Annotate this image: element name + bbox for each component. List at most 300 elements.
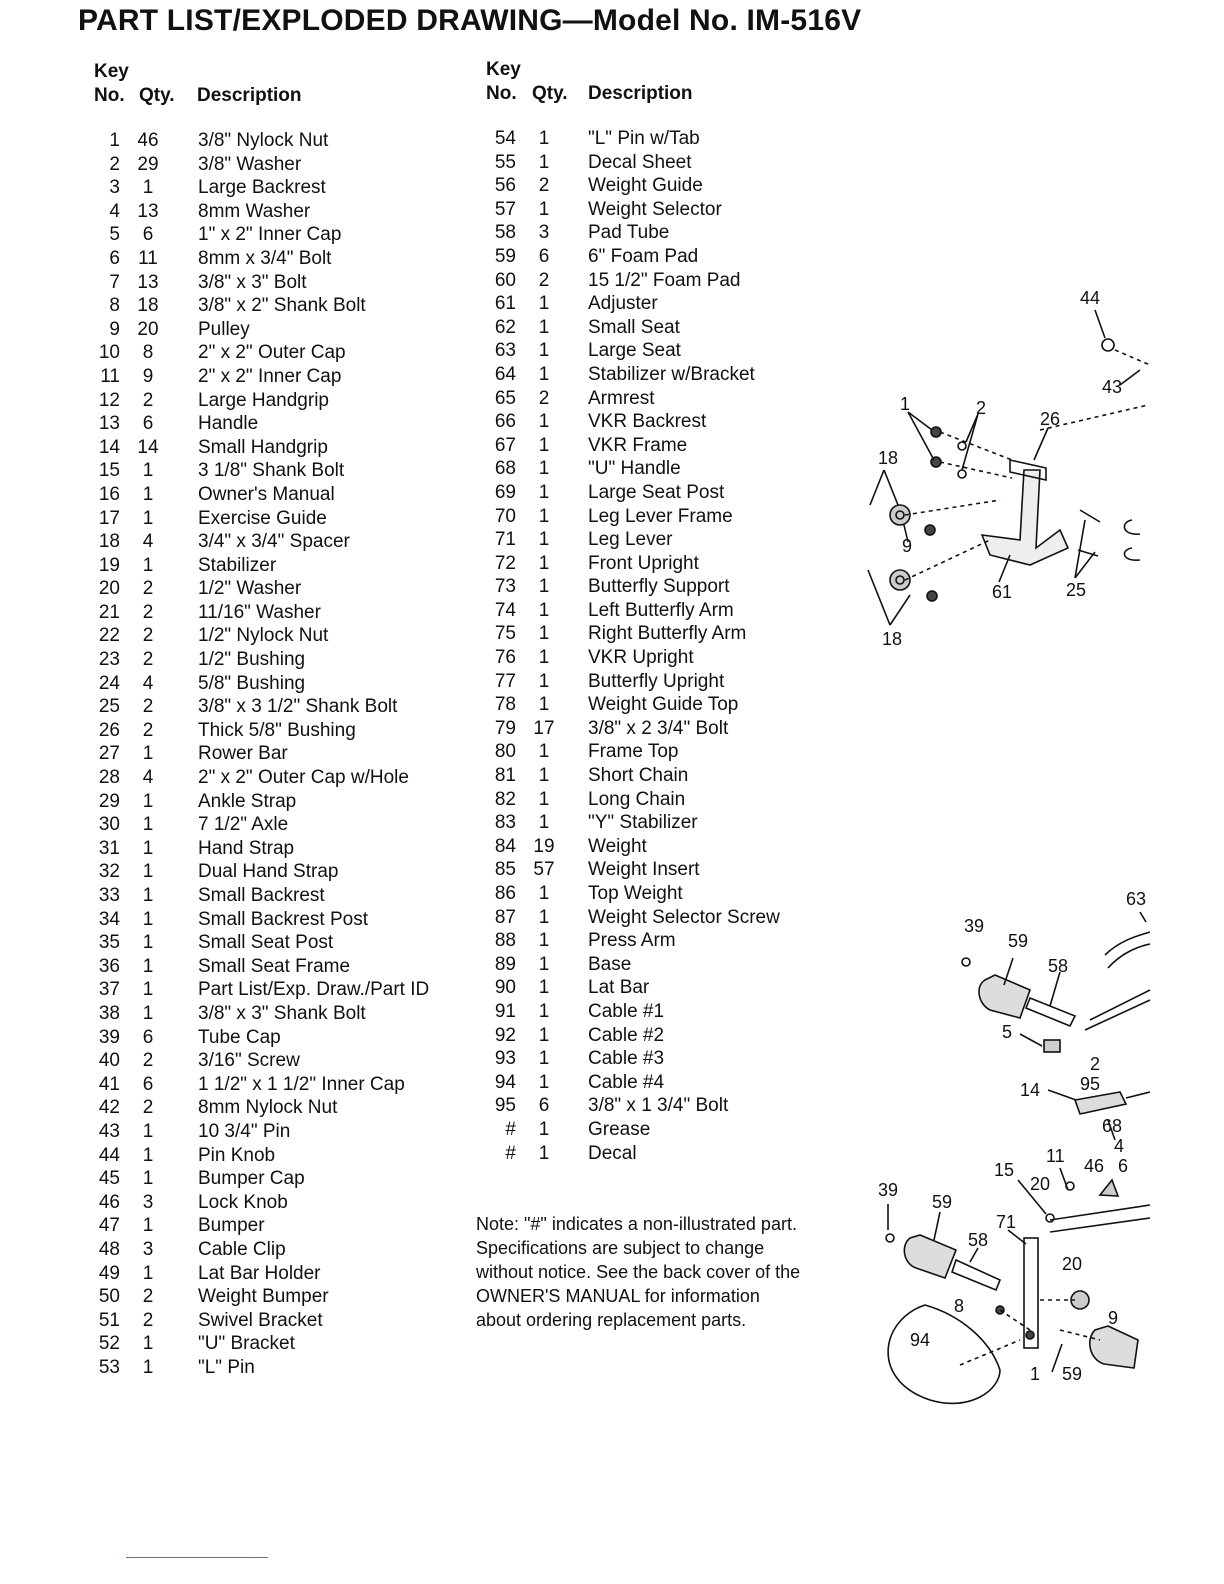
part-key: 29 — [98, 790, 120, 812]
part-qty: 1 — [538, 694, 550, 716]
part-description: "U" Bracket — [198, 1333, 295, 1355]
part-description: Adjuster — [588, 293, 658, 315]
part-description: Tube Cap — [198, 1026, 281, 1048]
part-qty: 1 — [538, 1000, 550, 1022]
part-qty: 1 — [538, 1048, 550, 1070]
callout-label: 68 — [1102, 1116, 1123, 1136]
part-key: 54 — [494, 128, 516, 149]
part-qty: 9 — [142, 365, 154, 387]
key-header-top: Key — [94, 61, 129, 82]
part-qty: 4 — [142, 672, 154, 694]
callout-label: 39 — [964, 916, 985, 936]
part-key: 69 — [494, 481, 516, 503]
part-qty: 3 — [142, 1238, 154, 1260]
part-description: Right Butterfly Arm — [588, 623, 747, 645]
part-key: 68 — [494, 458, 516, 480]
part-key: 50 — [98, 1286, 120, 1308]
callout-label: 2 — [976, 398, 987, 418]
part-description: 3/4" x 3/4" Spacer — [198, 531, 350, 553]
part-key: 42 — [98, 1097, 120, 1119]
part-qty: 8 — [142, 342, 154, 364]
part-key: 58 — [494, 222, 516, 244]
callout-label: 58 — [1048, 956, 1069, 976]
part-key: 82 — [494, 788, 516, 810]
part-qty: 1 — [538, 128, 550, 149]
part-key: 32 — [98, 861, 120, 883]
shank-bolt — [1078, 510, 1100, 556]
part-qty: 1 — [538, 529, 550, 551]
part-qty: 1 — [538, 883, 550, 904]
part-key: 35 — [98, 932, 120, 954]
part-description: Short Chain — [588, 765, 689, 787]
part-description: Weight Insert — [588, 859, 700, 881]
part-description: Weight Selector Screw — [588, 906, 780, 928]
part-qty: 1 — [538, 930, 550, 952]
part-key: 51 — [98, 1309, 120, 1331]
part-description: 3/8" x 3" Shank Bolt — [198, 1002, 366, 1024]
part-description: Lat Bar Holder — [198, 1262, 321, 1284]
callout-label: 20 — [1030, 1174, 1051, 1194]
part-qty: 2 — [538, 387, 550, 409]
part-key: 48 — [98, 1238, 120, 1260]
part-description: Weight Guide — [588, 175, 703, 197]
part-description: 3/8" x 1 3/4" Bolt — [588, 1095, 729, 1117]
part-description: Front Upright — [588, 552, 699, 574]
part-description: 1/2" Nylock Nut — [198, 625, 329, 647]
note-line: about ordering replacement parts. — [476, 1310, 747, 1330]
part-description: 1 1/2" x 1 1/2" Inner Cap — [198, 1073, 405, 1095]
part-qty: 1 — [142, 885, 154, 906]
qty-header: Qty. — [139, 85, 175, 106]
part-description: 3/8" x 2" Shank Bolt — [198, 295, 366, 317]
callout-label: 6 — [1118, 1156, 1129, 1176]
callout-label: 9 — [902, 536, 913, 556]
callout-label: 39 — [878, 1180, 899, 1200]
part-key: 30 — [98, 814, 120, 836]
part-qty: 1 — [142, 1144, 154, 1166]
part-qty: 1 — [142, 483, 154, 505]
part-description: Weight Bumper — [198, 1286, 329, 1308]
pin-knob — [1102, 339, 1114, 351]
part-key: 61 — [494, 293, 516, 315]
part-description: Small Backrest Post — [198, 908, 368, 930]
part-description: Hand Strap — [198, 837, 295, 859]
part-description: Cable #1 — [588, 1000, 665, 1022]
part-key: 63 — [494, 340, 516, 362]
part-qty: 6 — [142, 1026, 154, 1048]
part-key: 17 — [98, 507, 120, 529]
callout-label: 18 — [882, 629, 903, 649]
part-qty: 6 — [538, 1095, 550, 1117]
part-qty: 1 — [538, 363, 550, 385]
part-key: 15 — [98, 460, 120, 482]
part-description: Large Backrest — [198, 177, 326, 199]
part-key: 39 — [98, 1026, 120, 1048]
part-key: 92 — [494, 1024, 516, 1046]
part-description: Small Seat Post — [198, 932, 334, 954]
note-line: Note: "#" indicates a non-illustrated part. — [476, 1214, 797, 1234]
washer — [958, 470, 966, 478]
part-qty: 6 — [142, 224, 154, 246]
part-key: 7 — [109, 271, 120, 293]
part-description: Decal — [588, 1142, 637, 1164]
part-key: 9 — [109, 318, 120, 340]
part-key: # — [505, 1118, 516, 1140]
part-key: 89 — [494, 953, 516, 975]
part-qty: 1 — [142, 908, 154, 930]
part-key: 36 — [98, 955, 120, 977]
part-key: 2 — [109, 153, 120, 175]
part-qty: 2 — [538, 175, 550, 197]
part-description: 7 1/2" Axle — [198, 814, 289, 836]
part-description: Thick 5/8" Bushing — [198, 719, 356, 741]
part-key: 3 — [109, 177, 120, 199]
part-description: Weight Selector — [588, 198, 722, 220]
part-key: 14 — [98, 436, 120, 458]
part-key: 74 — [494, 599, 516, 621]
part-key: 57 — [494, 198, 516, 220]
part-description: 1/2" Bushing — [198, 649, 306, 671]
key-header-bottom: No. — [94, 85, 125, 106]
part-key: 55 — [494, 151, 516, 173]
part-description: 2" x 2" Inner Cap — [198, 365, 342, 387]
part-key: 94 — [494, 1071, 516, 1093]
part-description: Press Arm — [588, 930, 676, 952]
part-qty: 6 — [142, 1073, 154, 1095]
callout-label: 20 — [1062, 1254, 1083, 1274]
part-description: 2" x 2" Outer Cap — [198, 342, 346, 364]
part-description: Lat Bar — [588, 977, 650, 999]
part-qty: 1 — [538, 151, 550, 173]
note-line: OWNER'S MANUAL for information — [476, 1286, 760, 1306]
foam-pad — [904, 1235, 956, 1278]
part-description: "L" Pin w/Tab — [588, 128, 700, 149]
part-description: Stabilizer w/Bracket — [588, 363, 755, 385]
part-key: 12 — [98, 389, 120, 411]
part-qty: 1 — [142, 507, 154, 529]
part-description: Frame Top — [588, 741, 679, 763]
callout-label: 58 — [968, 1230, 989, 1250]
part-key: 6 — [109, 247, 120, 269]
part-key: 78 — [494, 694, 516, 716]
part-description: 3 1/8" Shank Bolt — [198, 460, 345, 482]
callout-label: 26 — [1040, 409, 1061, 429]
note-line: without notice. See the back cover of the — [476, 1262, 801, 1282]
frame-bar — [1050, 1205, 1150, 1232]
qty-header: Qty. — [532, 83, 568, 104]
frame — [1085, 932, 1150, 1030]
cable — [888, 1305, 1000, 1403]
part-description: 8mm Nylock Nut — [198, 1097, 338, 1119]
part-qty: 1 — [538, 1142, 550, 1164]
part-description: 10 3/4" Pin — [198, 1120, 291, 1142]
part-qty: 1 — [538, 623, 550, 645]
part-description: VKR Backrest — [588, 411, 707, 433]
part-qty: 1 — [538, 812, 550, 834]
part-key: 21 — [98, 601, 120, 623]
part-qty: 1 — [538, 765, 550, 787]
part-qty: 1 — [538, 411, 550, 433]
part-description: Small Backrest — [198, 885, 325, 906]
part-qty: 1 — [142, 1002, 154, 1024]
callout-label: 59 — [1008, 931, 1029, 951]
callout-label: 15 — [994, 1160, 1015, 1180]
part-key: 90 — [494, 977, 516, 999]
nut — [925, 525, 935, 535]
part-key: 79 — [494, 717, 516, 739]
part-key: 46 — [98, 1191, 120, 1213]
part-key: 40 — [98, 1050, 120, 1072]
part-key: 1 — [109, 130, 120, 151]
part-qty: 1 — [538, 741, 550, 763]
nut — [927, 591, 937, 601]
part-qty: 1 — [538, 1118, 550, 1140]
part-qty: 1 — [538, 647, 550, 669]
lock-knob — [1100, 1180, 1118, 1196]
part-key: 38 — [98, 1002, 120, 1024]
part-description: 2" x 2" Outer Cap w/Hole — [198, 767, 409, 789]
callout-label: 8 — [954, 1296, 965, 1316]
part-description: Ankle Strap — [198, 790, 297, 812]
part-description: Leg Lever — [588, 529, 673, 551]
part-qty: 2 — [142, 719, 154, 741]
part-key: 26 — [98, 719, 120, 741]
part-qty: 2 — [142, 649, 154, 671]
part-description: "Y" Stabilizer — [588, 812, 698, 834]
part-description: 15 1/2" Foam Pad — [588, 269, 741, 291]
part-qty: 2 — [142, 1286, 154, 1308]
part-description: Cable #3 — [588, 1048, 665, 1070]
part-description: Handle — [198, 413, 259, 435]
part-description: Leg Lever Frame — [588, 505, 733, 527]
part-description: Pulley — [198, 318, 250, 340]
part-description: Part List/Exp. Draw./Part ID — [198, 979, 430, 1001]
part-qty: 17 — [533, 717, 555, 739]
part-qty: 1 — [538, 316, 550, 338]
part-description: Decal Sheet — [588, 151, 692, 173]
part-qty: 1 — [538, 906, 550, 928]
part-description: "U" Handle — [588, 458, 681, 480]
part-key: 87 — [494, 906, 516, 928]
part-description: Long Chain — [588, 788, 686, 810]
part-qty: 1 — [142, 460, 154, 482]
part-key: 45 — [98, 1168, 120, 1190]
part-description: Owner's Manual — [198, 483, 335, 505]
part-qty: 1 — [142, 743, 154, 765]
part-qty: 1 — [142, 1120, 154, 1142]
callout-label: 61 — [992, 582, 1013, 602]
divider — [126, 1557, 268, 1558]
part-key: # — [505, 1142, 516, 1164]
part-key: 8 — [109, 295, 120, 317]
part-qty: 1 — [538, 1024, 550, 1046]
part-key: 62 — [494, 316, 516, 338]
part-key: 93 — [494, 1048, 516, 1070]
part-qty: 19 — [533, 835, 555, 857]
part-key: 77 — [494, 670, 516, 692]
description-header: Description — [197, 85, 302, 106]
callout-label: 1 — [1030, 1364, 1041, 1384]
part-key: 71 — [494, 529, 516, 551]
part-description: VKR Upright — [588, 647, 694, 669]
part-description: 3/8" Washer — [198, 153, 302, 175]
part-qty: 11 — [138, 247, 158, 269]
nut — [931, 427, 941, 437]
part-key: 43 — [98, 1120, 120, 1142]
part-key: 13 — [98, 413, 120, 435]
part-description: 1/2" Washer — [198, 578, 302, 600]
part-description: 3/8" Nylock Nut — [198, 130, 329, 151]
callout-label: 4 — [1114, 1136, 1125, 1156]
part-key: 27 — [98, 743, 120, 765]
part-qty: 1 — [142, 1215, 154, 1237]
part-qty: 1 — [538, 953, 550, 975]
part-qty: 1 — [142, 1168, 154, 1190]
part-qty: 1 — [538, 434, 550, 456]
part-qty: 1 — [538, 340, 550, 362]
part-qty: 2 — [538, 269, 550, 291]
part-key: 5 — [109, 224, 120, 246]
part-description: 6" Foam Pad — [588, 245, 699, 267]
part-description: Cable #4 — [588, 1071, 665, 1093]
part-key: 72 — [494, 552, 516, 574]
part-qty: 1 — [538, 599, 550, 621]
part-qty: 1 — [142, 554, 154, 576]
part-description: 11/16" Washer — [198, 601, 321, 623]
part-description: Rower Bar — [198, 743, 288, 765]
part-description: Large Seat Post — [588, 481, 725, 503]
part-qty: 6 — [538, 245, 550, 267]
part-qty: 1 — [142, 814, 154, 836]
part-description: Small Handgrip — [198, 436, 328, 458]
part-description: Pin Knob — [198, 1144, 276, 1166]
callout-label: 5 — [1002, 1022, 1013, 1042]
part-description: Small Seat — [588, 316, 680, 338]
part-key: 44 — [98, 1144, 120, 1166]
part-qty: 1 — [538, 293, 550, 315]
part-description: Lock Knob — [198, 1191, 288, 1213]
part-key: 20 — [98, 578, 120, 600]
part-qty: 1 — [538, 1071, 550, 1093]
page-title: PART LIST/EXPLODED DRAWING—Model No. IM-516V — [78, 4, 862, 37]
part-description: Cable Clip — [198, 1238, 286, 1260]
part-qty: 2 — [142, 601, 154, 623]
callout-label: 71 — [996, 1212, 1017, 1232]
key-header-bottom: No. — [486, 83, 517, 104]
part-key: 76 — [494, 647, 516, 669]
part-qty: 1 — [142, 1262, 154, 1284]
part-qty: 14 — [137, 436, 159, 458]
part-key: 83 — [494, 812, 516, 834]
part-key: 33 — [98, 885, 120, 906]
part-key: 66 — [494, 411, 516, 433]
part-key: 88 — [494, 930, 516, 952]
part-key: 34 — [98, 908, 120, 930]
part-key: 31 — [98, 837, 120, 859]
part-key: 25 — [98, 696, 120, 718]
part-key: 81 — [494, 765, 516, 787]
part-description: Top Weight — [588, 883, 683, 904]
part-qty: 2 — [142, 1050, 154, 1072]
part-description: Left Butterfly Arm — [588, 599, 734, 621]
callout-label: 95 — [1080, 1074, 1101, 1094]
part-qty: 57 — [533, 859, 555, 881]
part-description: 3/8" x 2 3/4" Bolt — [588, 717, 729, 739]
callout-label: 1 — [900, 394, 911, 414]
part-qty: 4 — [142, 531, 154, 553]
handgrip — [1075, 1092, 1126, 1114]
note-line: Specifications are subject to change — [476, 1238, 765, 1258]
part-description: Grease — [588, 1118, 651, 1140]
part-key: 64 — [494, 363, 516, 385]
part-qty: 1 — [142, 837, 154, 859]
description-header: Description — [588, 83, 693, 104]
adjuster-bracket — [982, 470, 1068, 565]
part-key: 60 — [494, 269, 516, 291]
part-description: Large Seat — [588, 340, 681, 362]
part-qty: 1 — [142, 955, 154, 977]
part-description: Exercise Guide — [198, 507, 327, 529]
part-qty: 2 — [142, 1097, 154, 1119]
inner-cap — [1044, 1040, 1060, 1052]
part-qty: 1 — [538, 481, 550, 503]
part-key: 52 — [98, 1333, 120, 1355]
part-description: Dual Hand Strap — [198, 861, 339, 883]
part-description: Base — [588, 953, 632, 975]
part-qty: 1 — [142, 861, 154, 883]
part-qty: 18 — [137, 295, 159, 317]
part-key: 70 — [494, 505, 516, 527]
part-key: 59 — [494, 245, 516, 267]
callout-label: 59 — [1062, 1364, 1083, 1384]
part-key: 4 — [109, 200, 120, 222]
callout-label: 94 — [910, 1330, 931, 1350]
pad-tube — [952, 1260, 1000, 1290]
part-description: 3/16" Screw — [198, 1050, 300, 1072]
part-description: Bumper — [198, 1215, 265, 1237]
part-key: 53 — [98, 1356, 120, 1378]
part-description: Small Seat Frame — [198, 955, 351, 977]
callout-label: 46 — [1084, 1156, 1105, 1176]
part-description: "L" Pin — [198, 1356, 255, 1378]
part-qty: 46 — [137, 130, 159, 151]
part-key: 18 — [98, 531, 120, 553]
part-key: 86 — [494, 883, 516, 904]
part-description: 3/8" x 3" Bolt — [198, 271, 307, 293]
part-qty: 1 — [142, 932, 154, 954]
part-key: 91 — [494, 1000, 516, 1022]
part-qty: 1 — [142, 1333, 154, 1355]
part-key: 56 — [494, 175, 516, 197]
part-key: 41 — [98, 1073, 120, 1095]
part-qty: 1 — [142, 1356, 154, 1378]
part-description: Butterfly Support — [588, 576, 730, 598]
part-qty: 4 — [142, 767, 154, 789]
callout-label: 14 — [1020, 1080, 1041, 1100]
part-description: Armrest — [588, 387, 655, 409]
part-qty: 1 — [142, 790, 154, 812]
part-qty: 20 — [137, 318, 159, 340]
part-qty: 2 — [142, 578, 154, 600]
part-key: 95 — [494, 1095, 516, 1117]
part-qty: 3 — [538, 222, 550, 244]
callout-label: 59 — [932, 1192, 953, 1212]
part-key: 37 — [98, 979, 120, 1001]
part-qty: 1 — [538, 576, 550, 598]
callout-label: 11 — [1046, 1146, 1065, 1166]
part-key: 19 — [98, 554, 120, 576]
part-qty: 13 — [137, 271, 159, 293]
